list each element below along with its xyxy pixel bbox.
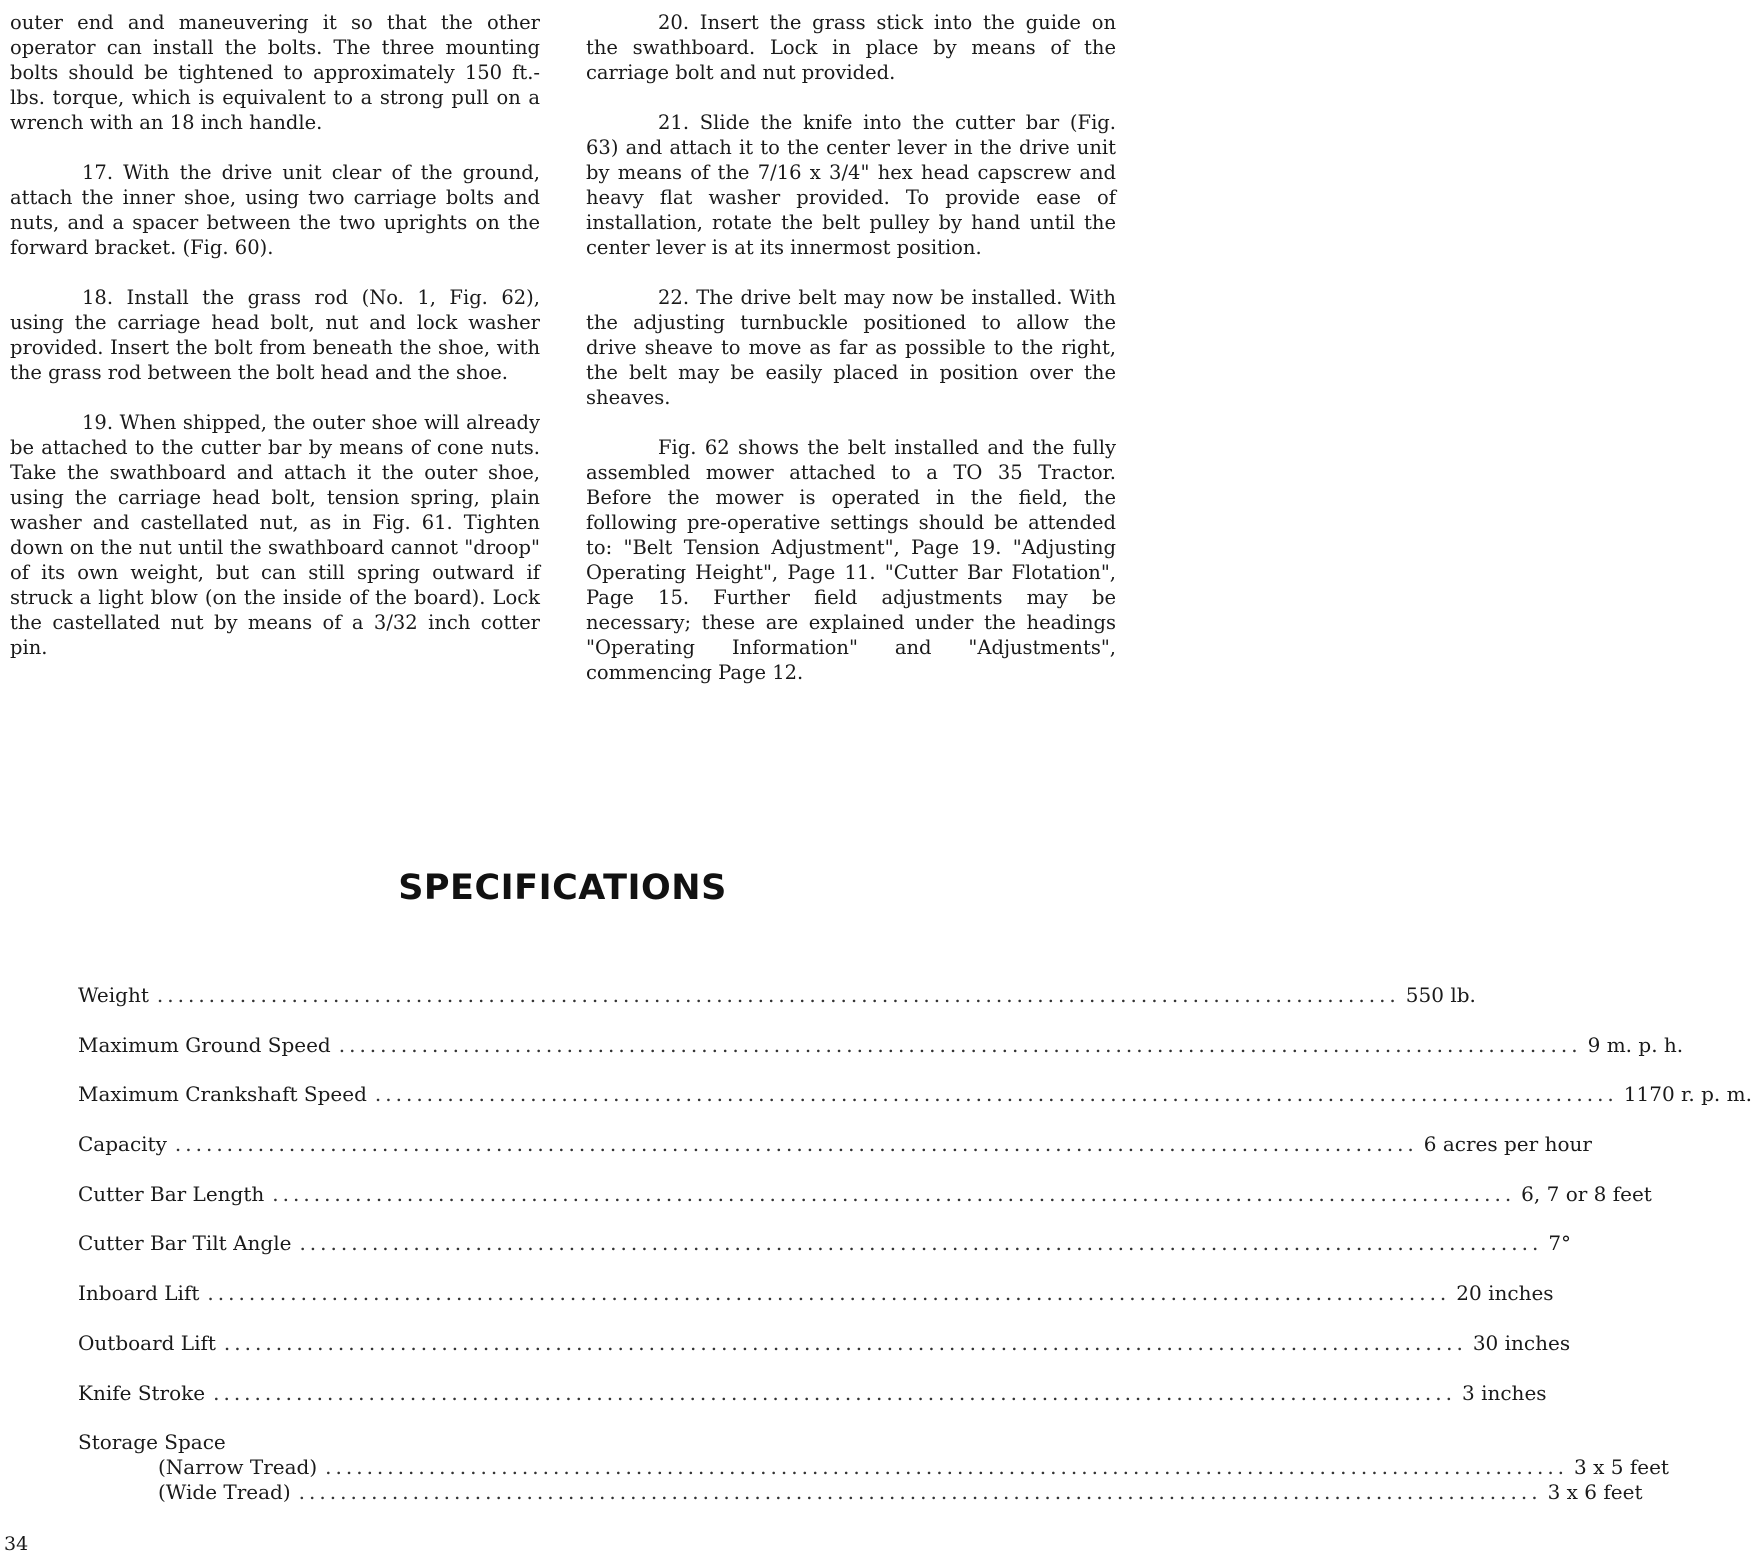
spec-label: Inboard Lift (78, 1281, 200, 1306)
spec-row-cutter-bar-length (78, 1181, 1652, 1207)
spec-row-weight (78, 983, 1476, 1008)
dot-leader: ........................................................................................................................ (325, 1455, 1569, 1480)
dot-leader: ........................................................................................................................ (299, 1231, 1543, 1256)
paragraph-step-22: 22. The drive belt may now be installed. With the adjusting turnbuckle positioned to allow the drive sheave to move as far as possible to the right, the belt may be easily placed in position over the sheaves. (586, 286, 1116, 409)
dot-leader: ........................................................................................................................ (272, 1181, 1516, 1206)
spec-label: Storage Space (78, 1430, 226, 1455)
spec-value: 550 lb. (1405, 983, 1476, 1007)
page-number: 34 (4, 1533, 29, 1555)
dot-leader: ........................................................................................................................ (223, 1330, 1467, 1355)
dot-leader: ........................................................................................................................ (207, 1281, 1451, 1306)
spec-label: Capacity (78, 1132, 167, 1157)
paragraph-step-19: 19. When shipped, the outer shoe will already be attached to the cutter bar by means of cone nuts. Take the swathboard and attach it the outer shoe, using the carriage head bolt, tension spring, plain washer and castellated nut, as in Fig. 61. Tighten down on the nut until the swathboard cannot "droop" of its own weight, but can still spring outward if struck a light blow (on the inside of the board). Lock the castellated nut by means of a 3/32 inch cotter pin. (10, 411, 540, 659)
spec-label: Maximum Ground Speed (78, 1032, 331, 1057)
spec-subrow-wide-tread (78, 1480, 1643, 1505)
spec-value: 6 acres per hour (1423, 1132, 1592, 1157)
spec-row-outboard-lift (78, 1330, 1571, 1356)
spec-value: 30 inches (1472, 1330, 1571, 1355)
spec-row-storage-space (78, 1430, 1669, 1505)
spec-label: Knife Stroke (78, 1380, 206, 1405)
dot-leader: ........................................................................................................................ (374, 1082, 1618, 1107)
paragraph-continued: outer end and maneuvering it so that the other operator can install the bolts. The three mounting bolts should be tightened to approximately 150 ft.-lbs. torque, which is equivalent to a strong pull on a wrench with an 18 inch handle. (10, 11, 540, 134)
dot-leader: ........................................................................................................................ (156, 983, 1400, 1007)
spec-subrow-narrow-tread (78, 1455, 1669, 1480)
spec-label: Weight (78, 983, 149, 1007)
spec-value: 3 x 5 feet (1574, 1455, 1669, 1480)
spec-sublabel: (Narrow Tread) (158, 1455, 318, 1480)
paragraph-step-17: 17. With the drive unit clear of the ground, attach the inner shoe, using two carriage bolts and nuts, and a spacer between the two uprights on the forward bracket. (Fig. 60). (10, 161, 540, 259)
dot-leader: ........................................................................................................................ (213, 1380, 1456, 1405)
dot-leader: ........................................................................................................................ (174, 1132, 1418, 1157)
spec-value: 7° (1548, 1231, 1572, 1256)
spec-label: Maximum Crankshaft Speed (78, 1082, 367, 1107)
paragraph-step-20: 20. Insert the grass stick into the guide on the swathboard. Lock in place by means of the carriage bolt and nut provided. (586, 11, 1116, 84)
spec-value: 3 x 6 feet (1547, 1480, 1643, 1505)
specifications-heading: SPECIFICATIONS (398, 868, 727, 908)
right-column (586, 10, 1116, 710)
spec-value: 3 inches (1462, 1380, 1547, 1405)
spec-row-knife-stroke (78, 1380, 1547, 1406)
spec-value: 6, 7 or 8 feet (1521, 1181, 1652, 1206)
spec-value: 20 inches (1456, 1281, 1554, 1306)
spec-label: Cutter Bar Tilt Angle (78, 1231, 292, 1256)
spec-row-inboard-lift (78, 1281, 1554, 1306)
specifications-list (78, 983, 1752, 1505)
spec-row-tilt-angle (78, 1231, 1572, 1256)
dot-leader: ........................................................................................................................ (338, 1032, 1582, 1057)
paragraph-step-18: 18. Install the grass rod (No. 1, Fig. 62), using the carriage head bolt, nut and lock washer provided. Insert the bolt from beneath the shoe, with the grass rod between the bolt head and the shoe. (10, 286, 540, 384)
paragraph-step-21: 21. Slide the knife into the cutter bar (Fig. 63) and attach it to the center lever in the drive unit by means of the 7/16 x 3/4" hex head capscrew and heavy flat washer provided. To provide ease of installation, rotate the belt pulley by hand until the center lever is at its innermost position. (586, 111, 1116, 259)
spec-value: 1170 r. p. m. (1623, 1082, 1752, 1107)
spec-label: Cutter Bar Length (78, 1181, 265, 1206)
spec-row-crankshaft-speed (78, 1082, 1752, 1107)
spec-value: 9 m. p. h. (1587, 1032, 1684, 1057)
spec-row-ground-speed (78, 1032, 1684, 1058)
left-column (10, 10, 540, 685)
paragraph-fig-62: Fig. 62 shows the belt installed and the fully assembled mower attached to a TO 35 Tractor. Before the mower is operated in the field, the following pre-operative settings should be attended to: "Belt Tension Adjustment", Page 19. "Adjusting Operating Height", Page 11. "Cutter Bar Flotation", Page 15. Further field adjustments may be necessary; these are explained under the headings "Operating Information" and "Adjustments", commencing Page 12. (586, 436, 1116, 684)
spec-label: Outboard Lift (78, 1330, 216, 1355)
spec-row-capacity (78, 1132, 1592, 1157)
dot-leader: ........................................................................................................................ (298, 1480, 1542, 1505)
spec-sublabel: (Wide Tread) (158, 1480, 291, 1505)
